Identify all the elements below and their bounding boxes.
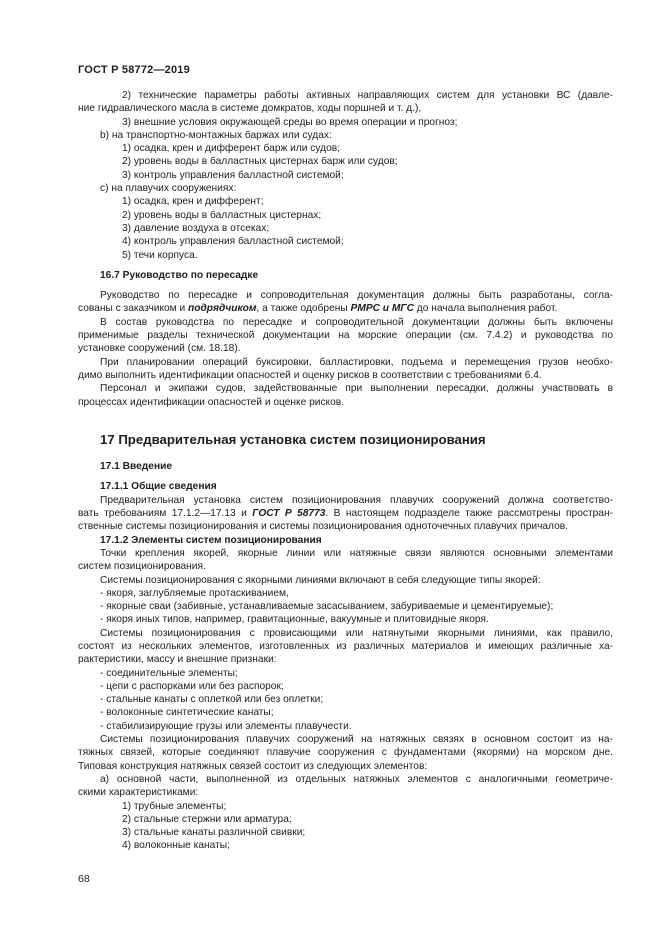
paragraph-line: Персонал и экипажи судов, задействованные при выполнении пересадки, должны участвовать в	[100, 383, 613, 395]
list-item: b) на транспортно-монтажных баржах или судах:	[100, 129, 332, 141]
section-heading: 17.1 Введение	[100, 461, 173, 473]
document-header: ГОСТ Р 58772—2019	[78, 64, 190, 76]
list-item: 2) уровень воды в балластных цистернах барж или судов;	[122, 156, 398, 168]
paragraph-line: применимые разделы технической документации на морские операции (см. 7.4.2) и руководства по	[78, 330, 613, 342]
list-item: 1) осадка, крен и дифферент барж или судов;	[122, 143, 340, 155]
list-item: 2) стальные стержни или арматура;	[122, 813, 292, 825]
list-item: - якоря, заглубляемые протаскиванием,	[100, 587, 289, 599]
paragraph-line: состоят из нескольких элементов, изготовленных из различных материалов и имеющих различные ха-	[78, 640, 613, 652]
list-item: - якоря иных типов, например, гравитационные, вакуумные и плитовидные якоря.	[100, 614, 489, 626]
document-body	[78, 89, 613, 853]
list-item: - стабилизирующие грузы или элементы плавучести.	[100, 720, 352, 732]
paragraph-line: систем позиционирования.	[78, 561, 206, 573]
paragraph-line: димо выполнить идентификации опасностей и оценку рисков в соответствии с требованиями 6.4.	[78, 369, 542, 381]
paragraph-line: При планировании операций буксировки, балластировки, подъема и перемещения грузов необхо-	[100, 356, 613, 368]
page-number: 68	[78, 873, 90, 885]
emphasis-text: РМРС и МГС	[350, 303, 414, 315]
list-item: 1) осадка, крен и дифферент;	[122, 196, 264, 208]
paragraph-line: Типовая конструкция натяжных связей состоит из следующих элементов:	[78, 760, 428, 772]
paragraph-line: тяжных связей, которые соединяют плавучие сооружения с фундаментами (якорями) на морском дне.	[78, 747, 613, 759]
list-item: 2) уровень воды в балластных цистернах;	[122, 209, 322, 221]
list-item: 3) давление воздуха в отсеках;	[122, 222, 270, 234]
paragraph-line: ственные системы позиционирования и системы позиционирования одноточечных плавучих причалов.	[78, 521, 569, 533]
list-item: c) на плавучих сооружениях:	[100, 183, 237, 195]
list-item: 5) течи корпуса.	[122, 249, 198, 261]
paragraph-line: сованы с заказчиком и подрядчиком, а также одобрены РМРС и МГС до начала выполнения работ.	[78, 303, 558, 315]
paragraph-line: процессах идентификации опасностей и оценке рисков.	[78, 396, 345, 408]
paragraph-line: установке сооружений (см. 18.18).	[78, 343, 241, 355]
list-item: 1) трубные элементы;	[122, 800, 227, 812]
list-item: - волоконные синтетические канаты;	[100, 707, 274, 719]
section-heading: 16.7 Руководство по пересадке	[100, 269, 259, 281]
list-item: 3) внешние условия окружающей среды во время операции и прогноз;	[122, 116, 458, 128]
paragraph-line: Системы позиционирования с провисающими или натянутыми якорными линиями, как правило,	[100, 627, 613, 639]
emphasis-text: подрядчиком	[188, 303, 257, 315]
emphasis-text: ГОСТ Р 58773	[252, 508, 326, 520]
list-item-continuation: скими характеристиками:	[78, 787, 199, 799]
subsection-heading: 17.1.1 Общие сведения	[100, 481, 217, 493]
list-item: a) основной части, выполненной из отдельных натяжных элементов с аналогичными геометриче-	[100, 773, 613, 785]
paragraph-line: Системы позиционирования с якорными линиями включают в себя следующие типы якорей:	[100, 574, 541, 586]
paragraph-line: рактеристики, массу и внешние признаки:	[78, 654, 277, 666]
paragraph-line: В состав руководства по пересадке и сопроводительной документации должны быть включены	[100, 316, 613, 328]
list-item: - якорные сваи (забивные, устанавливаемые засасыванием, забуриваемые и цементируемые);	[100, 601, 554, 613]
list-item: 3) стальные канаты различной свивки;	[122, 827, 306, 839]
subsection-heading: 17.1.2 Элементы систем позиционирования	[100, 534, 322, 546]
list-item: 2) технические параметры работы активных направляющих систем для установки ВС (давле-	[122, 90, 613, 101]
list-item: - цепи с распорками или без распорок;	[100, 680, 284, 692]
paragraph-line: Точки крепления якорей, якорные линии или натяжные связи являются основными элементами	[100, 547, 613, 559]
list-item-continuation: ние гидравлического масла в системе домкратов, ходы поршней и т. д.),	[78, 103, 422, 115]
paragraph-line: Руководство по пересадке и сопроводительная документация должны быть разработаны, согла-	[100, 290, 613, 302]
paragraph-line: Системы позиционирования плавучих сооружений на натяжных связях в основном состоит из на-	[100, 734, 613, 746]
list-item: 3) контроль управления балластной системой;	[122, 169, 344, 181]
chapter-heading: 17 Предварительная установка систем позиционирования	[100, 431, 486, 447]
paragraph-line: вать требованиям 17.1.2—17.13 и ГОСТ Р 58773. В настоящем подразделе также рассмотрены простран-	[78, 508, 613, 520]
paragraph-line: Предварительная установка систем позиционирования плавучих сооружений должна соответство-	[100, 494, 613, 506]
list-item: 4) контроль управления балластной системой;	[122, 236, 344, 248]
list-item: - стальные канаты с оплеткой или без оплетки;	[100, 694, 324, 706]
list-item: 4) волоконные канаты;	[122, 840, 230, 852]
list-item: - соединительные элементы;	[100, 667, 238, 679]
